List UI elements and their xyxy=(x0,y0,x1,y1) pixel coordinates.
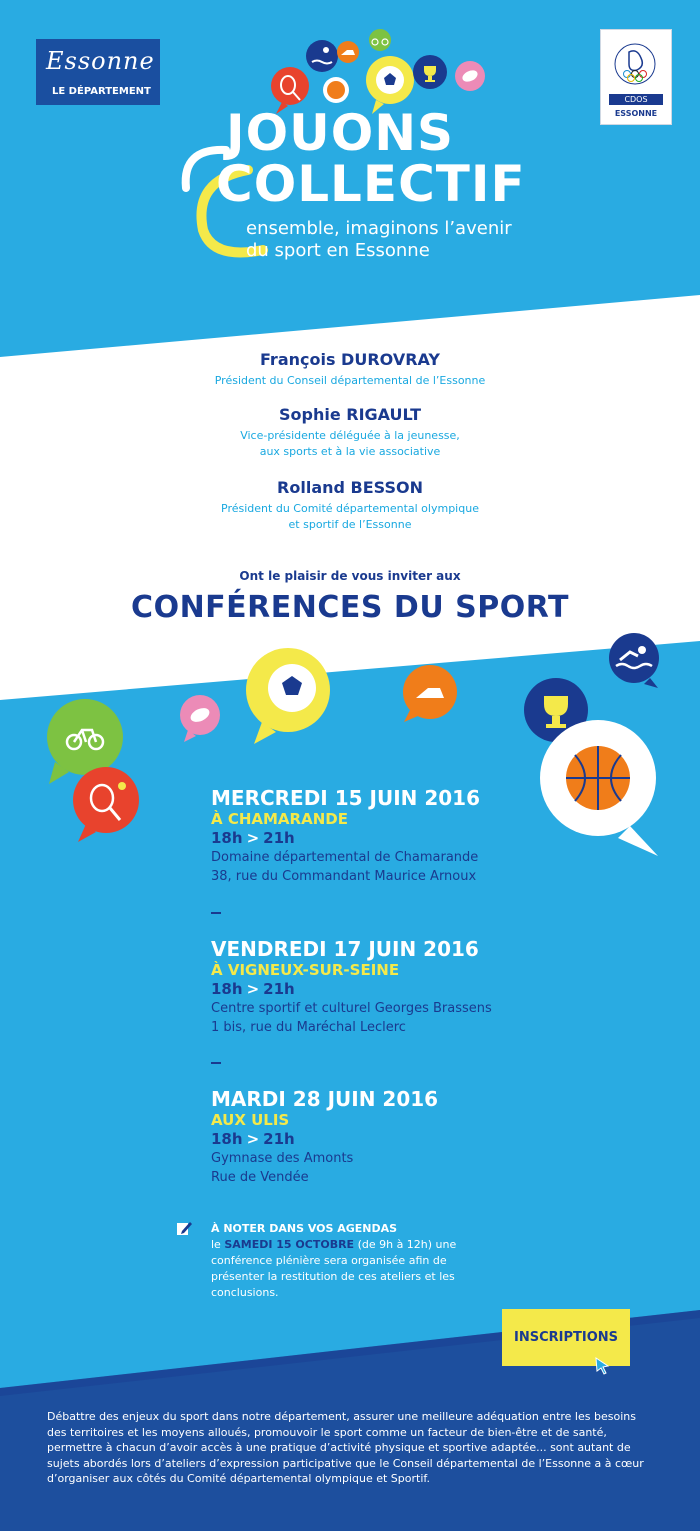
subtitle: ensemble, imaginons l’avenir du sport en Essonne xyxy=(246,218,512,261)
note-date: SAMEDI 15 OCTOBRE xyxy=(224,1238,355,1251)
event-time-sep: > xyxy=(246,980,260,998)
event-date: VENDREDI 17 JUIN 2016 xyxy=(211,937,479,961)
person-role: Président du Comité départemental olympique et sportif de l’Essonne xyxy=(221,502,479,531)
footer-text: Débattre des enjeux du sport dans notre département, assurer une meilleure adéquation entre les besoins des territoires et les moyens alloués, promouvoir le sport comme un facteur de bien-être et de santé, permettre à chacun d’avoir accès à une pratique d’activité physique et sportive adaptée... sont autant de sujets abordés lors d’ateliers d’expression participative que le Conseil départemental de l’Essonne a à cœur d’organiser aux côtés du Comité départemental olympique et Sportif. xyxy=(47,1410,644,1485)
agenda-note xyxy=(211,1221,471,1301)
person-name: Rolland BESSON xyxy=(277,478,423,497)
person-3 xyxy=(0,478,700,533)
person-role: Vice-présidente déléguée à la jeunesse, aux sports et à la vie associative xyxy=(240,429,460,458)
cdos-logo-label: CDOS xyxy=(609,94,663,105)
person-1 xyxy=(0,350,700,389)
inscriptions-button[interactable]: INSCRIPTIONS xyxy=(502,1309,630,1366)
event-address-2: 1 bis, rue du Maréchal Leclerc xyxy=(211,1020,406,1035)
rugby-ball-icon xyxy=(180,695,220,742)
cursor-icon xyxy=(594,1356,612,1376)
olympic-rooster-icon xyxy=(613,42,657,88)
shoe-icon xyxy=(403,665,457,722)
cdos-logo-sub: ESSONNE xyxy=(614,109,658,118)
event-2 xyxy=(211,937,492,1037)
rugby-ball-icon xyxy=(455,61,485,91)
divider xyxy=(211,1062,221,1064)
note-text: (de 9h à 12h) une conférence plénière sera organisée afin de présenter la restitution de ces ateliers et les conclusions. xyxy=(211,1238,457,1299)
conference-title: CONFÉRENCES DU SPORT xyxy=(131,590,569,625)
event-date: MERCREDI 15 JUIN 2016 xyxy=(211,786,480,810)
note-prefix: le xyxy=(211,1238,221,1251)
bike-icon xyxy=(369,29,391,51)
event-time xyxy=(211,979,492,999)
divider xyxy=(211,912,221,914)
person-name: François DUROVRAY xyxy=(260,350,440,369)
cdos-logo xyxy=(600,29,672,125)
basketball-icon xyxy=(323,77,349,103)
shoe-icon xyxy=(337,41,359,63)
essonne-logo-dept: LE DÉPARTEMENT xyxy=(52,86,151,97)
swimmer-icon xyxy=(306,40,338,72)
title-line-2: COLLECTIF xyxy=(216,155,526,213)
event-1 xyxy=(211,786,480,886)
pen-icon xyxy=(176,1220,192,1236)
event-place: À VIGNEUX-SUR-SEINE xyxy=(211,961,400,979)
event-address-1: Domaine départemental de Chamarande xyxy=(211,850,479,865)
event-start: 18h xyxy=(211,1130,243,1148)
swimmer-icon xyxy=(609,633,659,688)
event-end: 21h xyxy=(263,829,295,847)
tennis-icon xyxy=(73,767,139,842)
event-time-sep: > xyxy=(246,1130,260,1148)
title-line-1: JOUONS xyxy=(226,104,455,162)
essonne-logo xyxy=(36,39,160,105)
person-name: Sophie RIGAULT xyxy=(278,405,421,424)
event-end: 21h xyxy=(263,1130,295,1148)
event-address-2: 38, rue du Commandant Maurice Arnoux xyxy=(211,869,477,884)
event-3 xyxy=(211,1087,438,1187)
basketball-icon xyxy=(540,720,658,856)
note-body xyxy=(211,1237,471,1301)
person-2 xyxy=(0,405,700,460)
note-title: À NOTER DANS VOS AGENDAS xyxy=(211,1222,398,1235)
essonne-logo-script: Essonne xyxy=(46,47,155,75)
event-address-2: Rue de Vendée xyxy=(211,1170,309,1185)
invite-text: Ont le plaisir de vous inviter aux xyxy=(239,569,461,583)
event-date: MARDI 28 JUIN 2016 xyxy=(211,1087,439,1111)
event-place: AUX ULIS xyxy=(211,1111,290,1129)
event-start: 18h xyxy=(211,829,243,847)
event-start: 18h xyxy=(211,980,243,998)
trophy-icon xyxy=(413,55,447,89)
event-end: 21h xyxy=(263,980,295,998)
football-icon xyxy=(246,648,330,744)
event-time xyxy=(211,1129,438,1149)
event-time-sep: > xyxy=(246,829,260,847)
event-place: À CHAMARANDE xyxy=(211,810,348,828)
event-time xyxy=(211,828,480,848)
event-address-1: Centre sportif et culturel Georges Brassens xyxy=(211,1001,492,1016)
person-role: Président du Conseil départemental de l’Essonne xyxy=(214,374,486,387)
event-address-1: Gymnase des Amonts xyxy=(211,1151,354,1166)
